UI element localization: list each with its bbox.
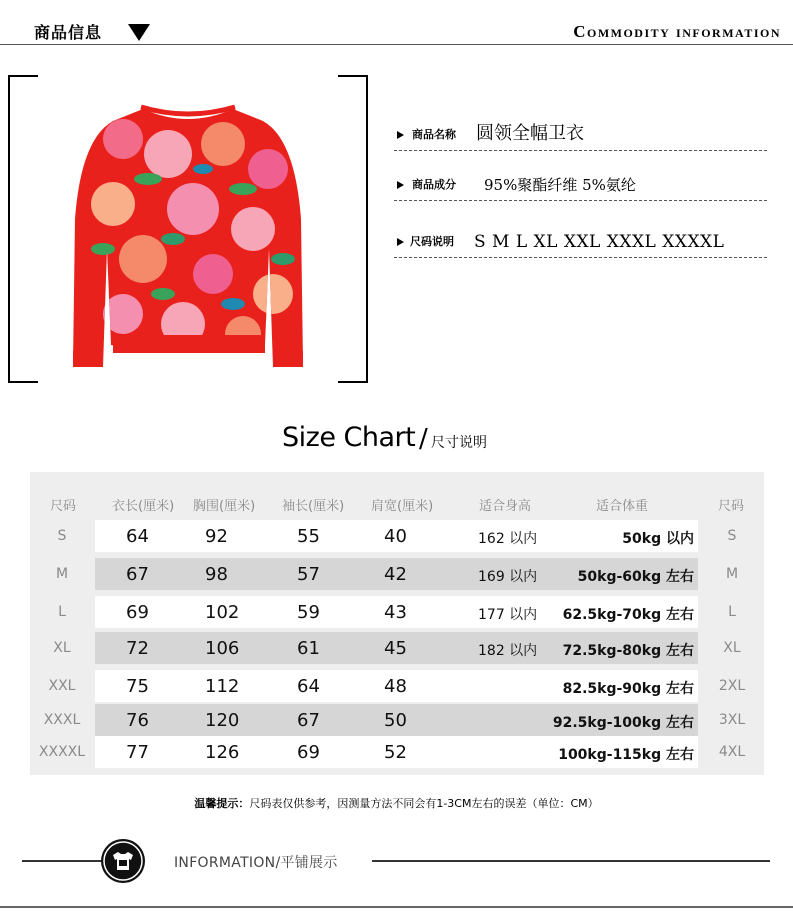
row-length: 64: [126, 526, 149, 547]
note-prefix: 温馨提示：: [194, 797, 250, 810]
row-shoulder: 40: [384, 526, 407, 547]
row-height: 177 以内: [478, 607, 538, 623]
header-title-en: Commodity information: [573, 22, 781, 41]
arrow-right-icon: [397, 238, 404, 246]
note-text: 尺码表仅供参考，因测量方法不同会有1-3CM左右的误差（单位：CM）: [249, 797, 599, 810]
row-height: 169 以内: [478, 569, 538, 585]
row-size-label: S: [57, 528, 67, 544]
product-material-row: [394, 163, 767, 201]
row-weight: 50kg-60kg 左右: [577, 569, 694, 585]
row-shoulder: 48: [384, 676, 407, 697]
table-header-length: 衣长(厘米): [112, 499, 175, 514]
product-image-frame: [8, 75, 368, 383]
row-shoulder: 43: [384, 602, 407, 623]
row-chest: 102: [205, 602, 240, 623]
sweater-image: [73, 99, 303, 377]
row-size-alt-label: L: [728, 604, 736, 620]
row-size-label: XXXXL: [38, 744, 86, 760]
row-size-alt-label: 3XL: [718, 712, 746, 728]
row-sleeve: 61: [297, 638, 320, 659]
table-header-chest: 胸围(厘米): [193, 499, 256, 514]
size-chart-slash: /: [419, 424, 428, 454]
row-length: 77: [126, 742, 149, 763]
row-size-label: XXL: [48, 678, 76, 694]
row-chest: 98: [205, 564, 228, 585]
product-material-value: 95%聚酯纤维 5%氨纶: [484, 176, 636, 194]
row-sleeve: 55: [297, 526, 320, 547]
table-header-size: 尺码: [50, 499, 77, 514]
row-weight: 72.5kg-80kg 左右: [562, 643, 694, 659]
row-shoulder: 52: [384, 742, 407, 763]
row-length: 72: [126, 638, 149, 659]
product-size-label: 尺码说明: [410, 235, 454, 248]
arrow-right-icon: [397, 131, 404, 139]
row-size-label: L: [58, 604, 66, 620]
product-material-label: 商品成分: [412, 178, 456, 191]
tshirt-badge-icon: [101, 839, 145, 883]
row-size-alt-label: 2XL: [718, 678, 746, 694]
table-header-size-alt: 尺码: [718, 499, 745, 514]
row-sleeve: 57: [297, 564, 320, 585]
arrow-right-icon: [397, 181, 404, 189]
row-weight: 50kg 以内: [622, 531, 694, 547]
row-chest: 112: [205, 676, 240, 697]
footer-divider-right: [372, 860, 770, 862]
footer-bottom-border: [0, 906, 793, 908]
table-header-weight: 适合体重: [596, 499, 649, 514]
row-chest: 92: [205, 526, 228, 547]
row-size-label: XXXL: [43, 712, 81, 728]
product-name-row: [394, 113, 767, 151]
frame-bracket-right: [338, 75, 368, 383]
product-size-value: S M L XL XXL XXXL XXXXL: [474, 232, 725, 252]
footer-divider-left: [22, 860, 106, 862]
header-divider: [0, 44, 793, 45]
row-shoulder: 45: [384, 638, 407, 659]
table-header-height: 适合身高: [479, 499, 532, 514]
size-chart-subtitle: 尺寸说明: [431, 435, 487, 451]
row-length: 67: [126, 564, 149, 585]
product-size-row: [394, 220, 767, 258]
size-chart-title: Size Chart: [282, 422, 416, 453]
row-size-label: XL: [53, 640, 71, 656]
row-weight: 82.5kg-90kg 左右: [562, 681, 694, 697]
row-height: 162 以内: [478, 531, 538, 547]
row-height: 182 以内: [478, 643, 538, 659]
row-chest: 106: [205, 638, 240, 659]
frame-bracket-left: [8, 75, 38, 383]
row-sleeve: 67: [297, 710, 320, 731]
row-length: 69: [126, 602, 149, 623]
product-name-value: 圆领全幅卫衣: [476, 123, 584, 144]
row-weight: 92.5kg-100kg 左右: [552, 715, 694, 731]
row-sleeve: 64: [297, 676, 320, 697]
table-header-sleeve: 袖长(厘米): [282, 499, 345, 514]
row-sleeve: 59: [297, 602, 320, 623]
row-size-alt-label: S: [727, 528, 737, 544]
row-chest: 120: [205, 710, 240, 731]
row-length: 76: [126, 710, 149, 731]
row-sleeve: 69: [297, 742, 320, 763]
row-size-label: M: [55, 566, 69, 582]
row-length: 75: [126, 676, 149, 697]
header-title-cn: 商品信息: [34, 23, 103, 42]
row-shoulder: 42: [384, 564, 407, 585]
row-weight: 100kg-115kg 左右: [558, 747, 694, 763]
table-header-shoulder: 肩宽(厘米): [371, 499, 434, 514]
product-name-label: 商品名称: [412, 128, 456, 141]
row-chest: 126: [205, 742, 240, 763]
row-size-alt-label: 4XL: [718, 744, 746, 760]
row-weight: 62.5kg-70kg 左右: [562, 607, 694, 623]
triangle-down-icon: [128, 24, 150, 41]
footer-section-title: INFORMATION/平铺展示: [174, 855, 338, 871]
row-size-alt-label: M: [725, 566, 739, 582]
row-size-alt-label: XL: [723, 640, 741, 656]
row-shoulder: 50: [384, 710, 407, 731]
size-note: [0, 795, 793, 811]
